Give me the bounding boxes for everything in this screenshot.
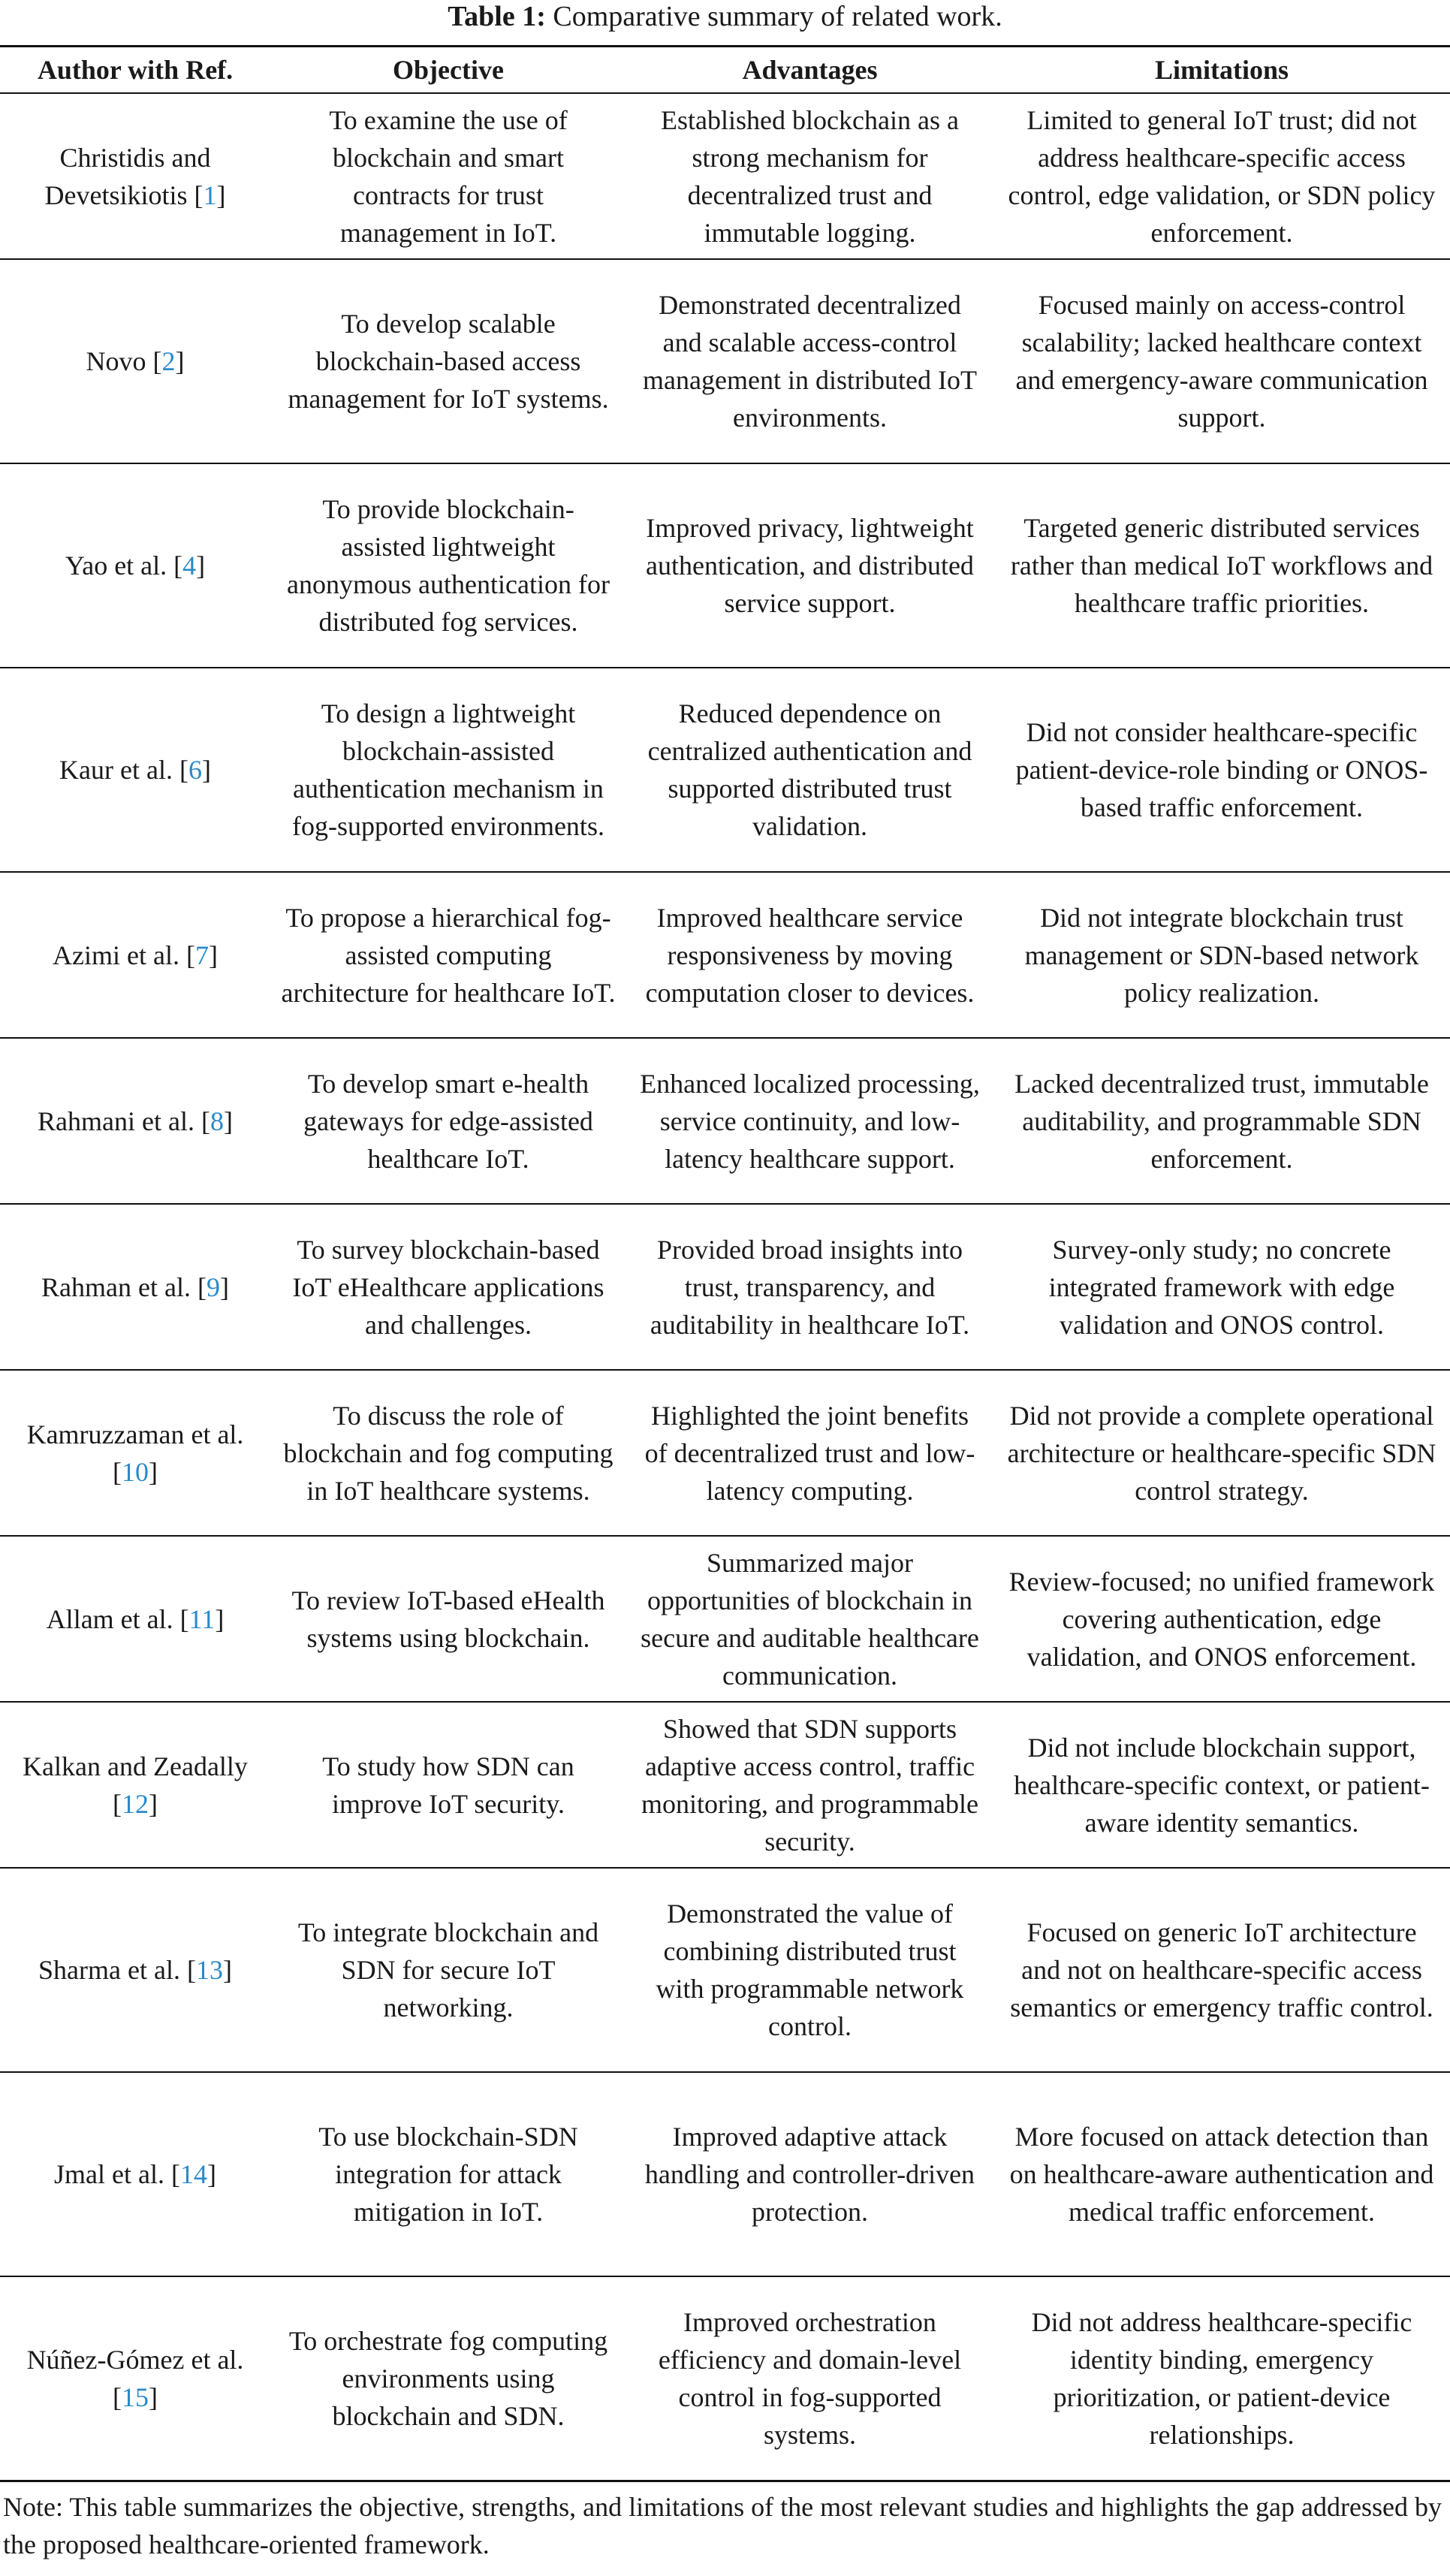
advantages-cell: Improved orchestration efficiency and domain-level control in fog-supported systems. [626, 2276, 993, 2481]
advantages-cell: Improved privacy, lightweight authentication, and distributed service support. [626, 463, 993, 668]
objective-cell: To survey blockchain-based IoT eHealthcare applications and challenges. [270, 1204, 626, 1370]
table-row [0, 1868, 1450, 2072]
header-objective: Objective [270, 47, 626, 94]
limitations-cell: Survey-only study; no concrete integrated framework with edge validation and ONOS control. [993, 1204, 1450, 1370]
advantages-cell: Improved healthcare service responsiveness by moving computation closer to devices. [626, 872, 993, 1038]
author-cell: Yao et al. [4] [0, 463, 270, 668]
objective-cell: To review IoT-based eHealth systems using blockchain. [270, 1536, 626, 1702]
limitations-cell: Did not provide a complete operational architecture or healthcare-specific SDN control strategy. [993, 1370, 1450, 1536]
limitations-cell: Did not integrate blockchain trust management or SDN-based network policy realization. [993, 872, 1450, 1038]
objective-cell: To use blockchain-SDN integration for attack mitigation in IoT. [270, 2072, 626, 2276]
citation-link[interactable]: 9 [206, 1271, 220, 1302]
advantages-cell: Improved adaptive attack handling and controller-driven protection. [626, 2072, 993, 2276]
table-note: Note: This table summarizes the objective, strengths, and limitations of the most relevant studies and highlights the gap addressed by the proposed healthcare-oriented framework. [3, 2491, 1442, 2559]
citation-link[interactable]: 7 [194, 940, 209, 970]
header-advantages: Advantages [626, 47, 993, 94]
author-cell: Kaur et al. [6] [0, 668, 270, 872]
objective-cell: To study how SDN can improve IoT security. [270, 1702, 626, 1868]
advantages-cell: Established blockchain as a strong mechanism for decentralized trust and immutable logging. [626, 93, 993, 259]
author-cell: Kalkan and Zeadally [12] [0, 1702, 270, 1868]
citation-link[interactable]: 11 [188, 1603, 216, 1634]
limitations-cell: Focused on generic IoT architecture and not on healthcare-specific access semantics or emergency traffic control. [993, 1868, 1450, 2072]
citation-link[interactable]: 2 [161, 346, 176, 376]
advantages-cell: Summarized major opportunities of blockchain in secure and auditable healthcare communication. [626, 1536, 993, 1702]
author-cell: Rahman et al. [9] [0, 1204, 270, 1370]
table-row [0, 1370, 1450, 1536]
citation-link[interactable]: 14 [179, 2159, 207, 2189]
author-cell: Sharma et al. [13] [0, 1868, 270, 2072]
author-name: Kamruzzaman et al. [26, 1419, 244, 1449]
caption-label: Table 1: [448, 1, 546, 32]
author-name: Sharma et al. [38, 1955, 180, 1985]
table-row [0, 668, 1450, 872]
limitations-cell: More focused on attack detection than on healthcare-aware authentication and medical traffic enforcement. [993, 2072, 1450, 2276]
author-name: Azimi et al. [53, 940, 179, 970]
objective-cell: To propose a hierarchical fog-assisted computing architecture for healthcare IoT. [270, 872, 626, 1038]
citation-link[interactable]: 6 [188, 755, 202, 785]
author-name: Rahman et al. [41, 1271, 191, 1302]
table-row [0, 872, 1450, 1038]
table-row [0, 1038, 1450, 1204]
table-row [0, 259, 1450, 463]
objective-cell: To orchestrate fog computing environments using blockchain and SDN. [270, 2276, 626, 2481]
author-name: Jmal et al. [54, 2159, 164, 2189]
author-cell: Allam et al. [11] [0, 1536, 270, 1702]
author-cell: Novo [2] [0, 259, 270, 463]
author-name: Kalkan and Zeadally [23, 1751, 248, 1781]
objective-cell: To provide blockchain-assisted lightweight anonymous authentication for distributed fog services. [270, 463, 626, 668]
caption-text: Comparative summary of related work. [553, 1, 1002, 32]
author-cell: Jmal et al. [14] [0, 2072, 270, 2276]
limitations-cell: Did not include blockchain support, healthcare-specific context, or patient-aware identity semantics. [993, 1702, 1450, 1868]
table-row [0, 2276, 1450, 2481]
author-name: Novo [86, 346, 146, 376]
citation-link[interactable]: 15 [122, 2381, 149, 2412]
author-name: Christidis and Devetsikiotis [44, 142, 211, 210]
table-row [0, 2072, 1450, 2276]
advantages-cell: Demonstrated decentralized and scalable access-control management in distributed IoT environments. [626, 259, 993, 463]
author-name: Yao et al. [65, 550, 167, 581]
author-name: Núñez-Gómez et al. [26, 2344, 244, 2375]
comparison-table [0, 45, 1450, 2482]
citation-link[interactable]: 13 [195, 1955, 223, 1985]
objective-cell: To discuss the role of blockchain and fog computing in IoT healthcare systems. [270, 1370, 626, 1536]
table-row [0, 1702, 1450, 1868]
limitations-cell: Did not consider healthcare-specific patient-device-role binding or ONOS-based traffic enforcement. [993, 668, 1450, 872]
citation-link[interactable]: 1 [203, 179, 217, 210]
citation-link[interactable]: 8 [210, 1106, 224, 1136]
table-row [0, 1536, 1450, 1702]
author-cell: Azimi et al. [7] [0, 872, 270, 1038]
objective-cell: To examine the use of blockchain and smart contracts for trust management in IoT. [270, 93, 626, 259]
limitations-cell: Focused mainly on access-control scalability; lacked healthcare context and emergency-aware communication support. [993, 259, 1450, 463]
objective-cell: To develop smart e-health gateways for edge-assisted healthcare IoT. [270, 1038, 626, 1204]
citation-link[interactable]: 12 [122, 1788, 149, 1819]
citation-link[interactable]: 10 [122, 1456, 149, 1487]
table-row [0, 463, 1450, 668]
limitations-cell: Lacked decentralized trust, immutable auditability, and programmable SDN enforcement. [993, 1038, 1450, 1204]
table-row [0, 1204, 1450, 1370]
objective-cell: To integrate blockchain and SDN for secure IoT networking. [270, 1868, 626, 2072]
author-cell: Rahmani et al. [8] [0, 1038, 270, 1204]
author-cell: Christidis and Devetsikiotis [1] [0, 93, 270, 259]
advantages-cell: Provided broad insights into trust, transparency, and auditability in healthcare IoT. [626, 1204, 993, 1370]
limitations-cell: Review-focused; no unified framework covering authentication, edge validation, and ONOS enforcement. [993, 1536, 1450, 1702]
author-cell: Kamruzzaman et al. [10] [0, 1370, 270, 1536]
header-author: Author with Ref. [0, 47, 270, 94]
author-cell: Núñez-Gómez et al. [15] [0, 2276, 270, 2481]
objective-cell: To design a lightweight blockchain-assisted authentication mechanism in fog-supported environments. [270, 668, 626, 872]
advantages-cell: Showed that SDN supports adaptive access control, traffic monitoring, and programmable security. [626, 1702, 993, 1868]
author-name: Rahmani et al. [38, 1106, 194, 1136]
table-header-row [0, 47, 1450, 94]
objective-cell: To develop scalable blockchain-based access management for IoT systems. [270, 259, 626, 463]
advantages-cell: Demonstrated the value of combining distributed trust with programmable network control. [626, 1868, 993, 2072]
limitations-cell: Limited to general IoT trust; did not address healthcare-specific access control, edge validation, or SDN policy enforcement. [993, 93, 1450, 259]
citation-link[interactable]: 4 [182, 550, 197, 581]
author-name: Kaur et al. [59, 755, 173, 785]
advantages-cell: Enhanced localized processing, service continuity, and low-latency healthcare support. [626, 1038, 993, 1204]
table-row [0, 93, 1450, 259]
advantages-cell: Reduced dependence on centralized authentication and supported distributed trust validation. [626, 668, 993, 872]
author-name: Allam et al. [46, 1603, 173, 1634]
limitations-cell: Did not address healthcare-specific identity binding, emergency prioritization, or patient-device relationships. [993, 2276, 1450, 2481]
header-limitations: Limitations [993, 47, 1450, 94]
table-caption [0, 0, 1450, 45]
limitations-cell: Targeted generic distributed services rather than medical IoT workflows and healthcare traffic priorities. [993, 463, 1450, 668]
advantages-cell: Highlighted the joint benefits of decentralized trust and low-latency computing. [626, 1370, 993, 1536]
